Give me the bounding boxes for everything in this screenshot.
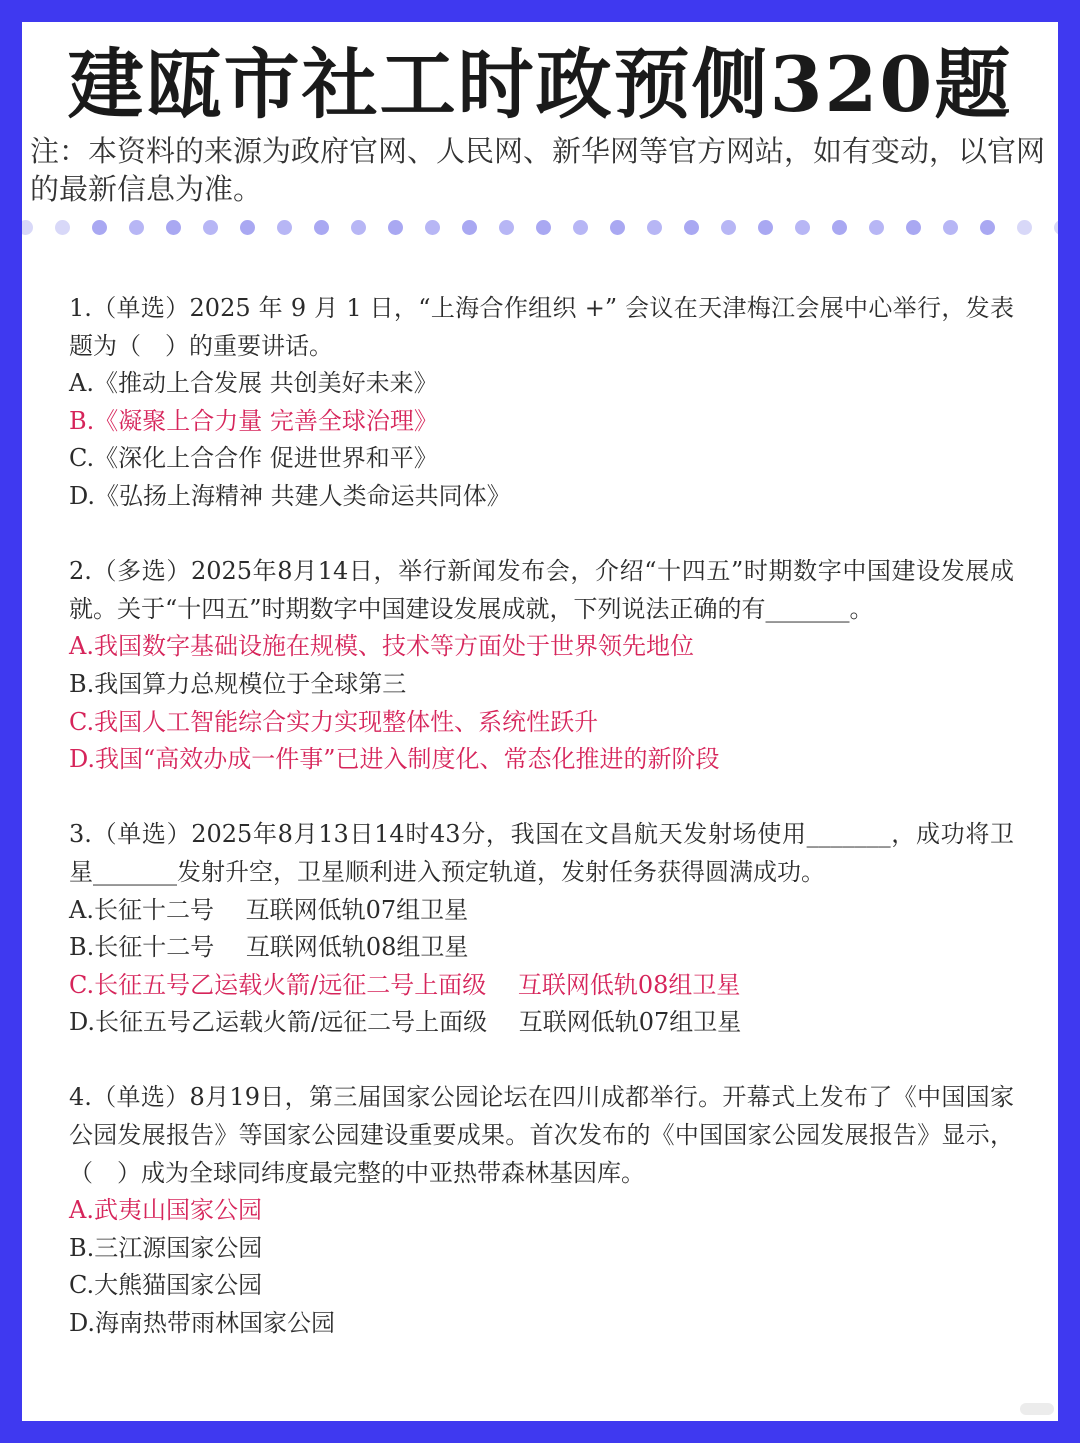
- option-d: D.《弘扬上海精神 共建人类命运共同体》: [69, 481, 511, 510]
- option-b: B.三江源国家公园: [69, 1233, 263, 1262]
- divider-dot: [166, 220, 181, 235]
- question-2: [69, 553, 1014, 779]
- option-a: A.武夷山国家公园: [69, 1196, 262, 1225]
- divider-dot: [92, 220, 107, 235]
- divider-dot: [647, 220, 662, 235]
- divider-dot: [536, 220, 551, 235]
- divider-dot: [758, 220, 773, 235]
- divider-dot: [943, 220, 958, 235]
- divider-dot: [795, 220, 810, 235]
- option-a: A.长征十二号 互联网低轨07组卫星: [69, 895, 469, 924]
- question-list: [69, 290, 1014, 1380]
- divider-dot: [277, 220, 292, 235]
- divider-dot: [573, 220, 588, 235]
- watermark-badge: [1020, 1403, 1054, 1415]
- question-text: 4.（单选）8月19日，第三届国家公园论坛在四川成都举行。开幕式上发布了《中国国家公园发展报告》等国家公园建设重要成果。首次发布的《中国国家公园发展报告》显示，（ ）成为全球同纬度最完整的中亚热带森林基因库。: [69, 1083, 1014, 1187]
- divider-dot: [721, 220, 736, 235]
- divider-dot: [869, 220, 884, 235]
- divider-dot: [351, 220, 366, 235]
- option-d: D.海南热带雨林国家公园: [69, 1309, 336, 1338]
- divider-dot: [425, 220, 440, 235]
- option-b: B.我国算力总规模位于全球第三: [69, 669, 407, 698]
- document-card: [22, 22, 1058, 1421]
- divider-dot: [1017, 220, 1032, 235]
- question-4: [69, 1079, 1014, 1342]
- divider-dot: [55, 220, 70, 235]
- source-note: 注：本资料的来源为政府官网、人民网、新华网等官方网站，如有变动，以官网的最新信息为准。: [30, 134, 1046, 206]
- divider-dot: [684, 220, 699, 235]
- divider-dot: [203, 220, 218, 235]
- option-d: D.我国“高效办成一件事”已进入制度化、常态化推进的新阶段: [69, 745, 720, 774]
- option-a: A.我国数字基础设施在规模、技术等方面处于世界领先地位: [69, 632, 694, 661]
- divider-dot: [1054, 220, 1058, 235]
- option-b: B.《凝聚上合力量 完善全球治理》: [69, 406, 438, 435]
- option-d: D.长征五号乙运载火箭/远征二号上面级 互联网低轨07组卫星: [69, 1008, 742, 1037]
- divider-dot: [499, 220, 514, 235]
- divider-dot: [22, 220, 33, 235]
- divider-dot: [314, 220, 329, 235]
- divider-dot: [129, 220, 144, 235]
- page-title: 建瓯市社工时政预侧320题: [67, 40, 1013, 129]
- divider-dot: [462, 220, 477, 235]
- divider-dot: [980, 220, 995, 235]
- question-1: [69, 290, 1014, 516]
- divider-dot: [388, 220, 403, 235]
- dotted-divider: [22, 218, 1058, 236]
- option-c: C.《深化上合合作 促进世界和平》: [69, 444, 438, 473]
- question-text: 1.（单选）2025 年 9 月 1 日，“上海合作组织 +” 会议在天津梅江会展中心举行，发表题为（ ）的重要讲话。: [69, 294, 1014, 360]
- option-b: B.长征十二号 互联网低轨08组卫星: [69, 933, 469, 962]
- divider-dot: [906, 220, 921, 235]
- divider-dot: [832, 220, 847, 235]
- divider-dot: [610, 220, 625, 235]
- divider-dot: [240, 220, 255, 235]
- option-c: C.长征五号乙运载火箭/远征二号上面级 互联网低轨08组卫星: [69, 970, 741, 999]
- option-c: C.大熊猫国家公园: [69, 1271, 263, 1300]
- option-c: C.我国人工智能综合实力实现整体性、系统性跃升: [69, 707, 599, 736]
- question-text: 2.（多选）2025年8月14日，举行新闻发布会，介绍“十四五”时期数字中国建设发展成就。关于“十四五”时期数字中国建设发展成就，下列说法正确的有_______。: [69, 557, 1014, 623]
- question-text: 3.（单选）2025年8月13日14时43分，我国在文昌航天发射场使用_______，成功将卫星_______发射升空，卫星顺利进入预定轨道，发射任务获得圆满成功。: [69, 820, 1014, 886]
- option-a: A.《推动上合发展 共创美好未来》: [69, 369, 438, 398]
- question-3: [69, 816, 1014, 1042]
